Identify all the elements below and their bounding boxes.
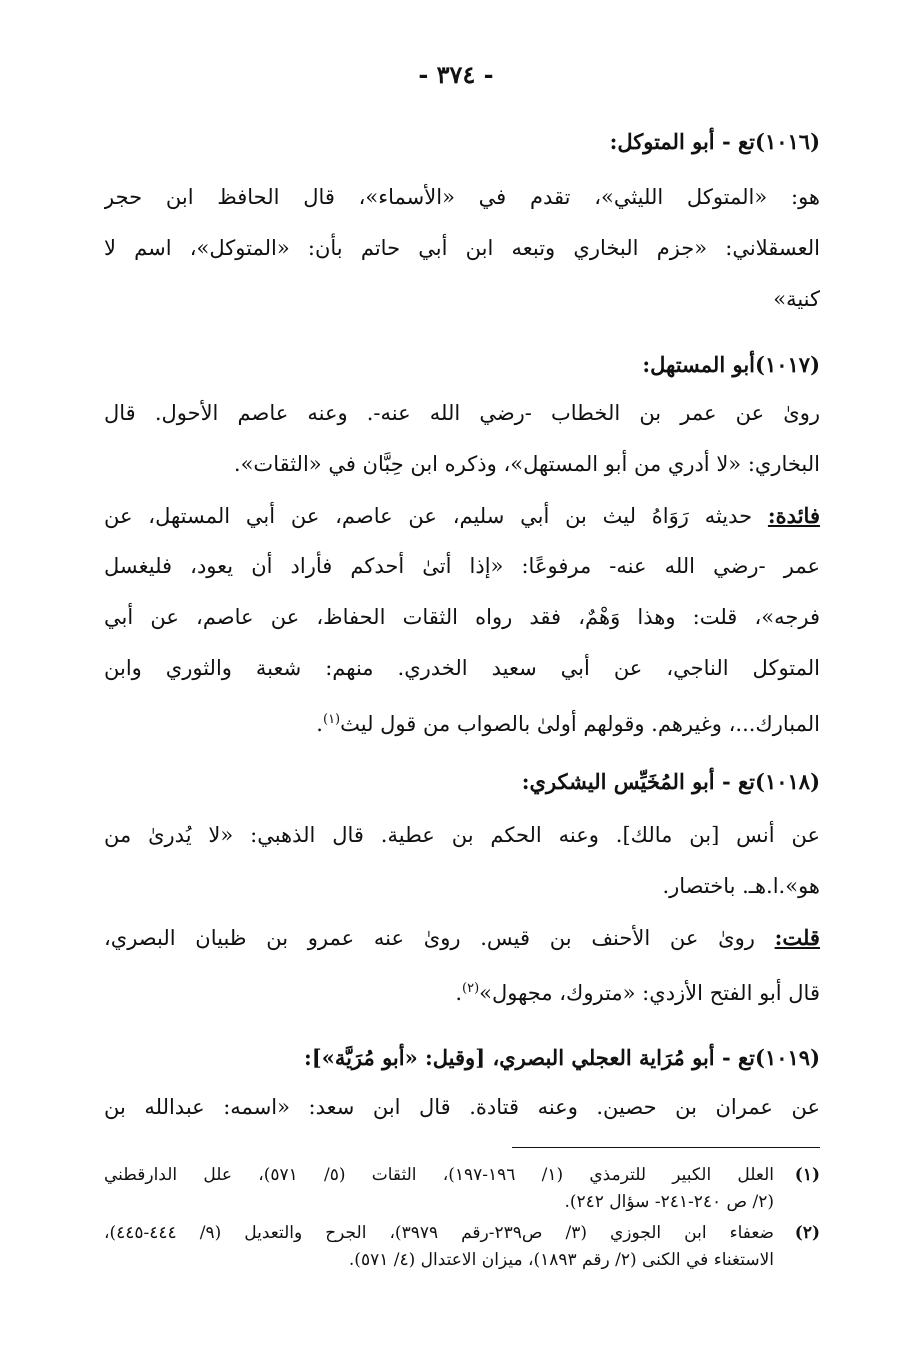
body-line: المتوكل الناجي، عن أبي سعيد الخدري. منهم: شعبة والثوري وابن [104, 656, 820, 680]
footnotes [104, 1162, 820, 1274]
page-number: - ٣٧٤ - [418, 60, 494, 89]
footnote-body [104, 1162, 774, 1216]
body-line: فرجه»، قلت: وهذا وَهْمٌ، فقد رواه الثقات الحفاظ، عن عاصم، عن أبي [104, 605, 820, 629]
body-line: روىٰ عن عمر بن الخطاب -رضي الله عنه-. وعنه عاصم الأحول. قال [104, 401, 820, 425]
footnote-1 [104, 1162, 820, 1216]
body-line-qultu [104, 912, 820, 963]
body-line-fawaid [104, 490, 820, 541]
footnote-body [104, 1220, 774, 1274]
qultu-label: قلت: [774, 925, 820, 950]
qultu-text: روىٰ عن الأحنف بن قيس. روىٰ عنه عمرو بن ظبيان البصري، [104, 926, 755, 950]
entry-heading-1016: (١٠١٦)تع - أبو المتوكل: [609, 129, 820, 154]
body-line: عمر -رضي الله عنه- مرفوعًا: «إذا أتىٰ أحدكم فأراد أن يعود، فليغسل [104, 554, 820, 578]
fawaid-text: حديثه رَوَاهُ ليث بن أبي سليم، عن عاصم، عن أبي المستهل، عن [104, 504, 753, 528]
body-line-last: المبارك...، وغيرهم. وقولهم أولىٰ بالصواب من قول ليث$^{(١)}$. [316, 712, 820, 736]
footnote-separator [512, 1147, 820, 1148]
footnote-ref-1: (١) [322, 712, 341, 727]
entry-heading-1017: (١٠١٧)أبو المستهل: [642, 352, 820, 377]
line-text: المبارك...، وغيرهم. وقولهم أولىٰ بالصواب من قول ليث [340, 712, 820, 736]
footnote-ref-2: (٢) [462, 981, 480, 996]
entry-heading-1018: (١٠١٨)تع - أبو المُخَيِّس اليشكري: [521, 769, 820, 794]
body-line: البخاري: «لا أدري من أبو المستهل»، وذكره ابن حِبَّان في «الثقات». [233, 452, 820, 476]
body-line: عن عمران بن حصين. وعنه قتادة. قال ابن سعد: «اسمه: عبدالله بن [104, 1095, 820, 1119]
footnote-line: الاستغناء في الكنى (٢/ رقم ١٨٩٣)، ميزان الاعتدال (٤/ ٥٧١). [348, 1250, 774, 1270]
body-line: هو: «المتوكل الليثي»، تقدم في «الأسماء»، قال الحافظ ابن حجر [104, 185, 820, 209]
entry-body-1019 [104, 1082, 820, 1133]
entry-heading-1019: (١٠١٩)تع - أبو مُرَاية العجلي البصري، [وقيل: «أبو مُرَيَّة»]: [304, 1045, 820, 1070]
footnote-line: العلل الكبير للترمذي (١/ ١٩٦-١٩٧)، الثقات (٥/ ٥٧١)، علل الدارقطني [104, 1165, 774, 1185]
entry-body-1016 [104, 172, 820, 325]
body-line: العسقلاني: «جزم البخاري وتبعه ابن أبي حاتم بأن: «المتوكل»، اسم لا [104, 236, 820, 260]
body-line-last: قال أبو الفتح الأزدي: «متروك، مجهول»$^{(٢)}$. [455, 981, 820, 1005]
body-line: عن أنس [بن مالك]. وعنه الحكم بن عطية. قال الذهبي: «لا يُدرىٰ من [104, 823, 820, 847]
footnote-number: (٢) [794, 1223, 820, 1243]
body-line: كنية» [773, 287, 820, 311]
footnote-number: (١) [794, 1165, 820, 1185]
footnote-line: ضعفاء ابن الجوزي (٣/ ص٢٣٩-رقم ٣٩٧٩)، الجرح والتعديل (٩/ ٤٤٤-٤٤٥)، [104, 1223, 774, 1243]
footnote-line: (٢/ ص ٢٤٠-٢٤١- سؤال ٢٤٢). [564, 1192, 774, 1212]
entry-body-1017 [104, 388, 820, 745]
fawaid-label: فائدة: [767, 503, 820, 528]
line-text: قال أبو الفتح الأزدي: «متروك، مجهول» [479, 981, 820, 1005]
body-line: هو».ا.هـ. باختصار. [662, 874, 820, 898]
footnote-2 [104, 1220, 820, 1274]
entry-body-1018 [104, 810, 820, 1014]
